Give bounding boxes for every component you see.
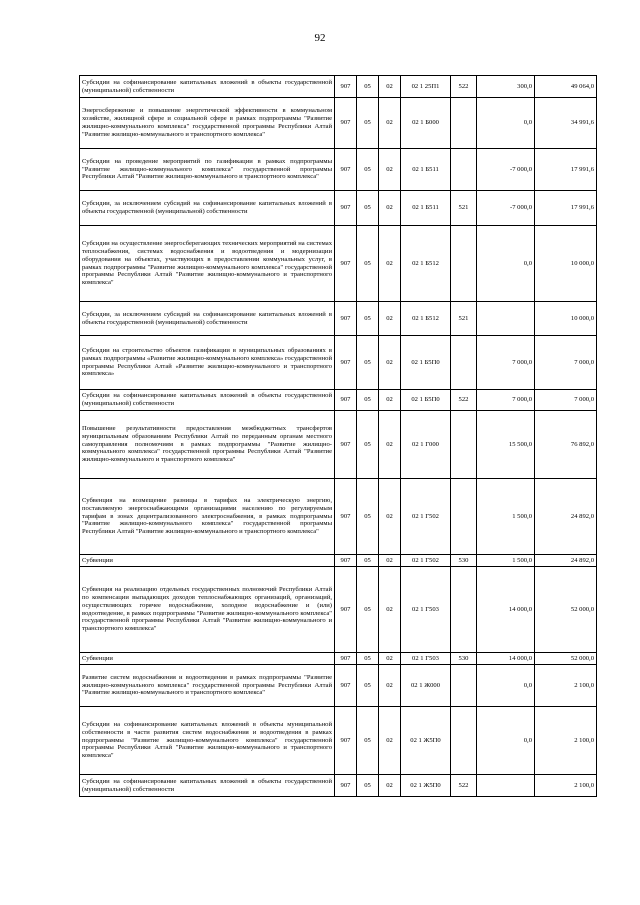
grbs-code: 907 [335,707,357,775]
target-article-code: 02 1 Г503 [401,653,451,665]
table-row [80,653,597,665]
subsection-code: 02 [379,76,401,98]
target-article-code: 02 1 Г503 [401,567,451,653]
section-code: 05 [357,302,379,336]
amount-total: 7 000,0 [535,336,597,390]
table-row [80,775,597,797]
amount-total: 52 000,0 [535,653,597,665]
amount-change: -7 000,0 [477,149,535,191]
section-code: 05 [357,76,379,98]
section-code: 05 [357,226,379,302]
expense-type-code [451,226,477,302]
expense-type-code: 522 [451,76,477,98]
subsection-code: 02 [379,336,401,390]
target-article-code: 02 1 Б5П0 [401,390,451,411]
subsection-code: 02 [379,98,401,149]
subsection-code: 02 [379,302,401,336]
table-row [80,390,597,411]
row-name: Субсидии на софинансирование капитальных вложений в объекты государственной (муниципальной) собственности [80,390,335,411]
amount-change: 1 500,0 [477,479,535,555]
expense-type-code [451,707,477,775]
table-row [80,411,597,479]
expense-type-code [451,149,477,191]
target-article-code: 02 1 Г502 [401,555,451,567]
amount-total: 10 000,0 [535,226,597,302]
budget-table-body [80,76,597,797]
amount-total: 2 100,0 [535,775,597,797]
row-name: Субсидии на проведение мероприятий по газификации в рамках подпрограммы "Развитие жилищно-коммунального комплекса" государственной программы Республики Алтай "Развитие жилищно-коммунального и транспортного комплекса" [80,149,335,191]
row-name: Энергосбережение и повышение энергетической эффективности в коммунальном хозяйстве, жилищной сфере и социальной сфере в рамках подпрограммы "Развитие жилищно-коммунального комплекса" государственной программы Республики Алтай "Развитие жилищно-коммунального и транспортного комплекса" [80,98,335,149]
subsection-code: 02 [379,479,401,555]
grbs-code: 907 [335,336,357,390]
amount-total: 2 100,0 [535,707,597,775]
amount-change: -7 000,0 [477,191,535,226]
section-code: 05 [357,555,379,567]
row-name: Субсидии, за исключением субсидий на софинансирование капитальных вложений в объекты государственной (муниципальной) собственности [80,302,335,336]
row-name: Субсидии на строительство объектов газификации в муниципальных образованиях в рамках подпрограммы «Развитие жилищно-коммунального комплекса» государственной программы Республики Алтай «Развитие жилищно-коммунального и транспортного комплекса» [80,336,335,390]
subsection-code: 02 [379,775,401,797]
grbs-code: 907 [335,98,357,149]
row-name: Субсидии на осуществление энергосберегающих технических мероприятий на системах теплоснабжения, системах водоснабжения и водоотведения и модернизации оборудования на объектах, участвующих в предоставлении коммунальных услуг, в рамках подпрограммы "Развитие жилищно-коммунального комплекса" государственной программы Республики Алтай "Развитие жилищно-коммунального и транспортного комплекса" [80,226,335,302]
grbs-code: 907 [335,567,357,653]
target-article-code: 02 1 Б512 [401,302,451,336]
amount-change [477,302,535,336]
grbs-code: 907 [335,653,357,665]
table-row [80,567,597,653]
target-article-code: 02 1 Ж5П0 [401,775,451,797]
amount-change: 300,0 [477,76,535,98]
subsection-code: 02 [379,567,401,653]
subsection-code: 02 [379,411,401,479]
table-row [80,707,597,775]
expense-type-code [451,411,477,479]
grbs-code: 907 [335,390,357,411]
section-code: 05 [357,191,379,226]
expense-type-code: 522 [451,775,477,797]
row-name: Развитие систем водоснабжения и водоотведения в рамках подпрограммы "Развитие жилищно-коммунального комплекса" государственной программы Республики Алтай "Развитие жилищно-коммунального и транспортного комплекса" [80,665,335,707]
expense-type-code: 521 [451,191,477,226]
row-name: Субвенция на возмещение разницы в тарифах на электрическую энергию, поставляемую энергоснабжающими организациями населению по регулируемым тарифам в зонах децентрализованного электроснабжения, в рамках подпрограммы "Развитие жилищно-коммунального комплекса" государственной программы Республики Алтай "Развитие жилищно-коммунального и транспортного комплекса" [80,479,335,555]
amount-total: 34 991,6 [535,98,597,149]
table-row [80,302,597,336]
section-code: 05 [357,665,379,707]
expense-type-code [451,98,477,149]
amount-change: 7 000,0 [477,390,535,411]
amount-total: 76 892,0 [535,411,597,479]
target-article-code: 02 1 Б000 [401,98,451,149]
amount-total: 24 892,0 [535,555,597,567]
subsection-code: 02 [379,390,401,411]
subsection-code: 02 [379,555,401,567]
grbs-code: 907 [335,226,357,302]
amount-change: 7 000,0 [477,336,535,390]
table-row [80,336,597,390]
row-name: Субвенции [80,653,335,665]
section-code: 05 [357,336,379,390]
amount-total: 49 064,0 [535,76,597,98]
row-name: Субвенция на реализацию отдельных государственных полномочий Республики Алтай по компенсации выпадающих доходов теплоснабжающих организаций, организаций, осуществляющих горячее водоснабжение, холодное водоснабжение и (или) водоотведение, в рамках подпрограммы "Развитие жилищно-коммунального комплекса" государственной программы Республики Алтай "Развитие жилищно-коммунального и транспортного комплекса" [80,567,335,653]
expense-type-code [451,665,477,707]
amount-change [477,775,535,797]
expense-type-code: 522 [451,390,477,411]
subsection-code: 02 [379,226,401,302]
amount-total: 24 892,0 [535,479,597,555]
amount-change: 14 000,0 [477,653,535,665]
grbs-code: 907 [335,479,357,555]
target-article-code: 02 1 Б511 [401,149,451,191]
row-name: Субсидии, за исключением субсидий на софинансирование капитальных вложений в объекты государственной (муниципальной) собственности [80,191,335,226]
section-code: 05 [357,653,379,665]
amount-total: 52 000,0 [535,567,597,653]
table-row [80,555,597,567]
section-code: 05 [357,411,379,479]
grbs-code: 907 [335,775,357,797]
target-article-code: 02 1 Ж5П0 [401,707,451,775]
budget-table [79,75,597,797]
amount-total: 17 991,6 [535,149,597,191]
section-code: 05 [357,775,379,797]
amount-change: 0,0 [477,226,535,302]
target-article-code: 02 1 Г502 [401,479,451,555]
section-code: 05 [357,98,379,149]
table-row [80,226,597,302]
section-code: 05 [357,707,379,775]
target-article-code: 02 1 Г000 [401,411,451,479]
amount-change: 0,0 [477,98,535,149]
amount-total: 17 991,6 [535,191,597,226]
table-row [80,98,597,149]
target-article-code: 02 1 Б511 [401,191,451,226]
page-number: 92 [314,32,326,44]
subsection-code: 02 [379,665,401,707]
subsection-code: 02 [379,653,401,665]
subsection-code: 02 [379,149,401,191]
expense-type-code: 530 [451,653,477,665]
target-article-code: 02 1 Б5П0 [401,336,451,390]
expense-type-code [451,567,477,653]
amount-change: 15 500,0 [477,411,535,479]
section-code: 05 [357,149,379,191]
expense-type-code [451,479,477,555]
table-row [80,76,597,98]
row-name: Субсидии на софинансирование капитальных вложений в объекты государственной (муниципальной) собственности [80,775,335,797]
target-article-code: 02 1 25П1 [401,76,451,98]
grbs-code: 907 [335,149,357,191]
grbs-code: 907 [335,555,357,567]
section-code: 05 [357,390,379,411]
section-code: 05 [357,567,379,653]
grbs-code: 907 [335,191,357,226]
grbs-code: 907 [335,302,357,336]
amount-change: 14 000,0 [477,567,535,653]
section-code: 05 [357,479,379,555]
table-row [80,479,597,555]
grbs-code: 907 [335,411,357,479]
table-row [80,191,597,226]
amount-total: 10 000,0 [535,302,597,336]
amount-total: 2 100,0 [535,665,597,707]
amount-change: 1 500,0 [477,555,535,567]
table-row [80,665,597,707]
amount-total: 7 000,0 [535,390,597,411]
subsection-code: 02 [379,191,401,226]
row-name: Повышение результативности предоставления межбюджетных трансфертов муниципальным образованиям Республики Алтай по переданным органам местного самоуправления полномочиям в рамках подпрограммы "Развитие жилищно-коммунального комплекса" государственной программы Республики Алтай "Развитие жилищно-коммунального и транспортного комплекса" [80,411,335,479]
target-article-code: 02 1 Б512 [401,226,451,302]
expense-type-code [451,336,477,390]
grbs-code: 907 [335,665,357,707]
row-name: Субсидии на софинансирование капитальных вложений в объекты муниципальной собственности в части развития систем водоснабжения и водоотведения в рамках подпрограммы "Развитие жилищно-коммунального комплекса" государственной программы Республики Алтай "Развитие жилищно-коммунального и транспортного комплекса" [80,707,335,775]
target-article-code: 02 1 Ж000 [401,665,451,707]
row-name: Субвенции [80,555,335,567]
table-row [80,149,597,191]
expense-type-code: 530 [451,555,477,567]
subsection-code: 02 [379,707,401,775]
grbs-code: 907 [335,76,357,98]
amount-change: 0,0 [477,707,535,775]
amount-change: 0,0 [477,665,535,707]
expense-type-code: 521 [451,302,477,336]
row-name: Субсидии на софинансирование капитальных вложений в объекты государственной (муниципальной) собственности [80,76,335,98]
